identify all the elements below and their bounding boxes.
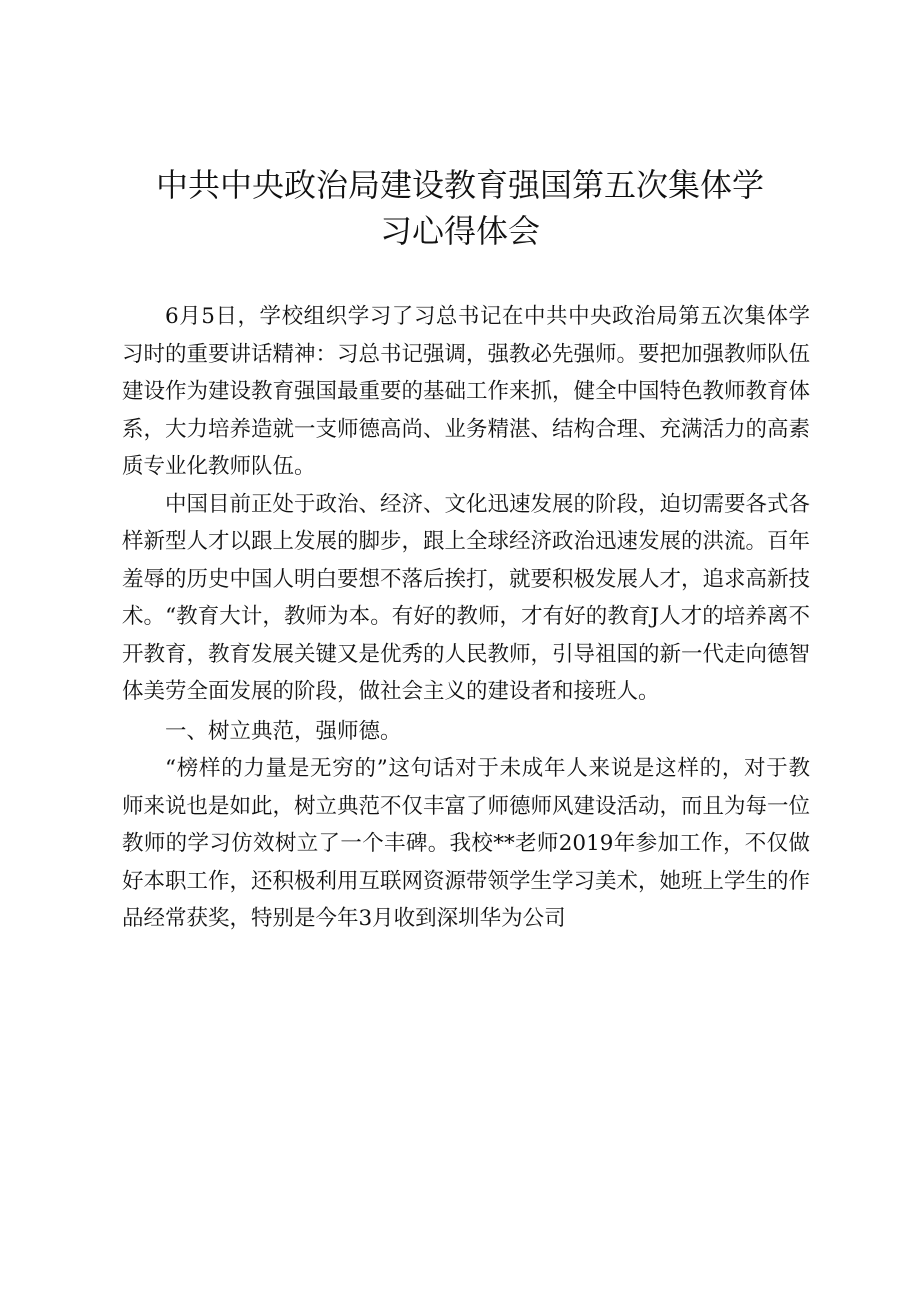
paragraph-intro: 6月5日，学校组织学习了习总书记在中共中央政治局第五次集体学习时的重要讲话精神：习总书记强调，强教必先强师。要把加强教师队伍建设作为建设教育强国最重要的基础工作来抓，健全中国特色教师教育体系，大力培养造就一支师德高尚、业务精湛、结构合理、充满活力的高素质专业化教师队伍。 xyxy=(122,304,811,479)
paragraph-section-one: “榜样的力量是无穷的”这句话对于未成年人来说是这样的，对于教师来说也是如此，树立典范不仅丰富了师德师风建设活动，而且为每一位教师的学习仿效树立了一个丰碑。我校**老师2019年参加工作，不仅做好本职工作，还积极利用互联网资源带领学生学习美术，她班上学生的作品经常获奖，特别是今年3月收到深圳华为公司 xyxy=(122,756,811,931)
paragraph-background: 中国目前正处于政治、经济、文化迅速发展的阶段，迫切需要各式各样新型人才以跟上发展的脚步，跟上全球经济政治迅速发展的洪流。百年羞辱的历史中国人明白要想不落后挨打，就要积极发展人才，追求高新技术。“教育大计，教师为本。有好的教师，才有好的教育J人才的培养离不开教育，教育发展关键又是优秀的人民教师，引导祖国的新一代走向德智体美劳全面发展的阶段，做社会主义的建设者和接班人。 xyxy=(122,491,811,704)
section-heading: 一、树立典范，强师德。 xyxy=(165,718,402,744)
document-title xyxy=(110,162,810,254)
title-line-1: 中共中央政治局建设教育强国第五次集体学 xyxy=(155,166,764,204)
document-body xyxy=(122,298,810,938)
title-line-2: 习心得体会 xyxy=(379,212,540,250)
